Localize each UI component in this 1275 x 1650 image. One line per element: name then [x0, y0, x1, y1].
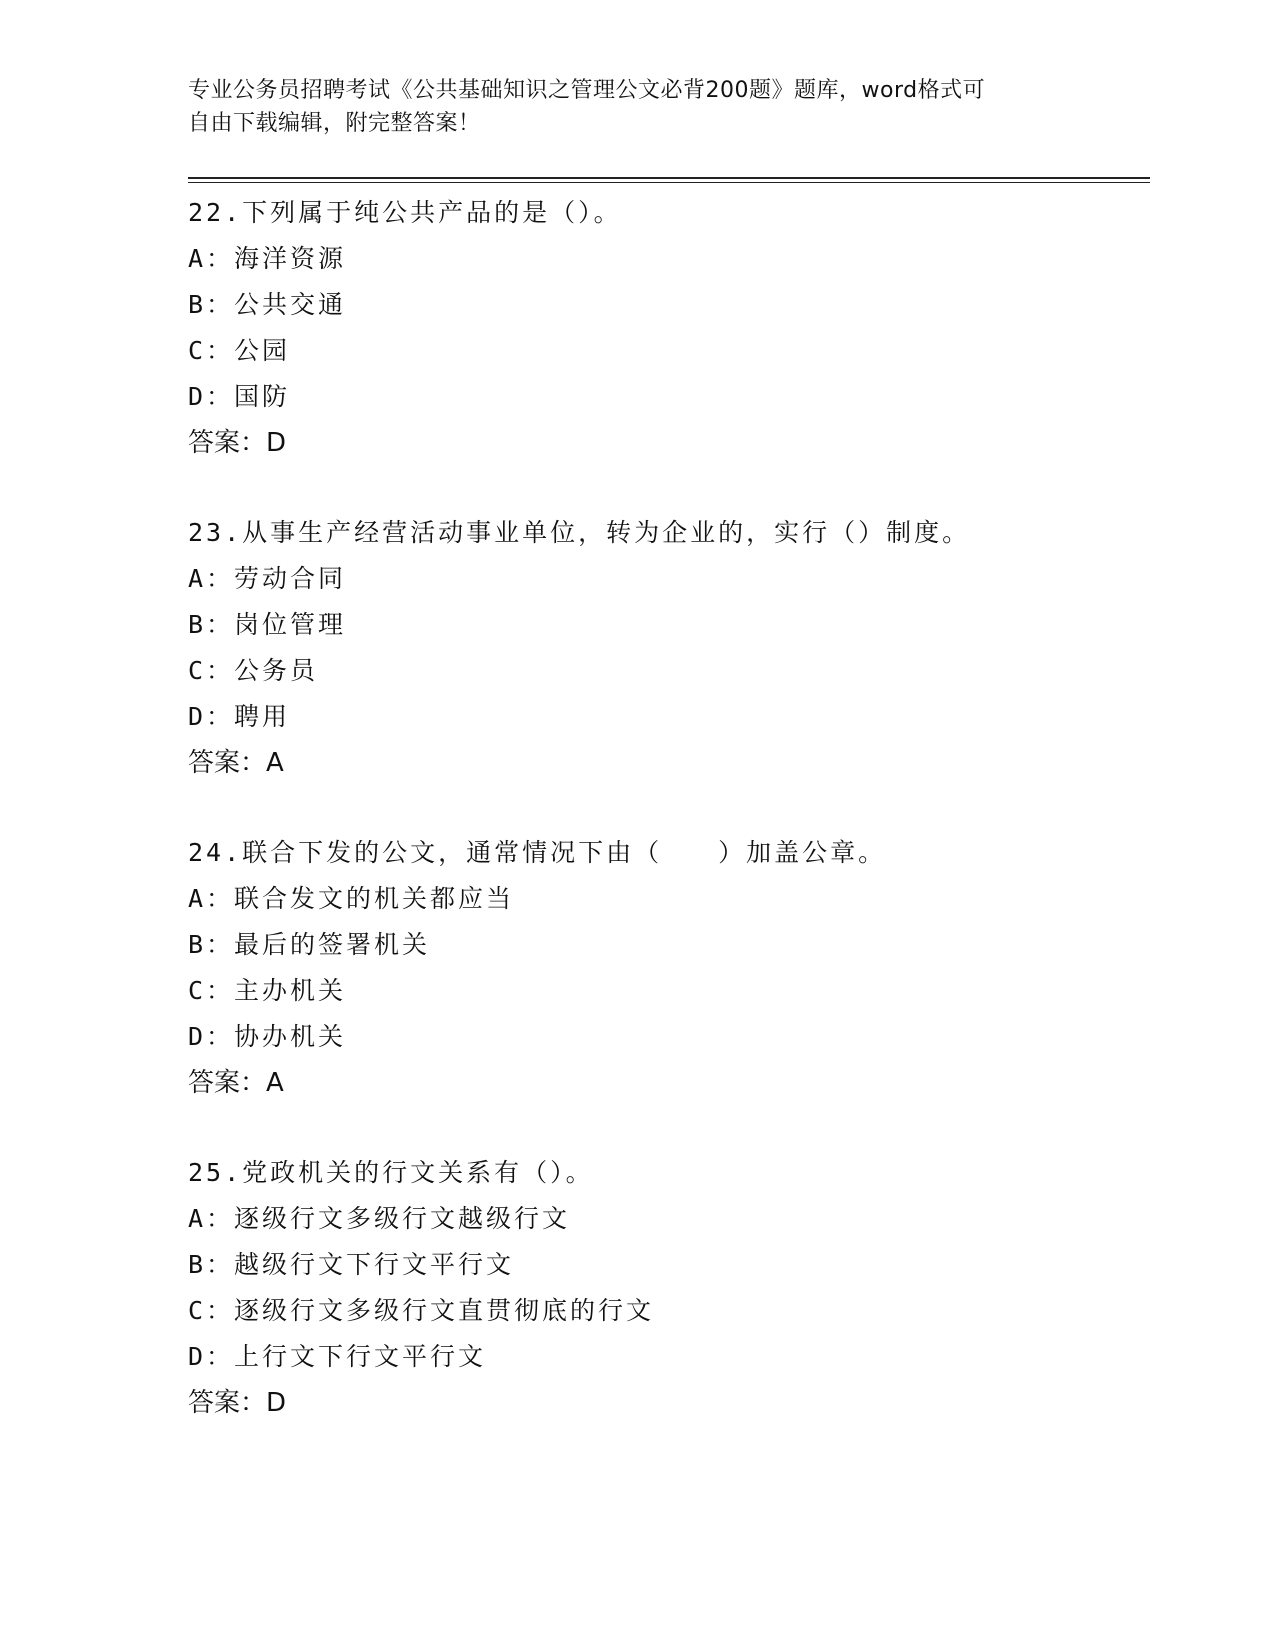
option-c	[188, 968, 1150, 1014]
option-letter: A：	[188, 244, 235, 273]
option-text: 协办机关	[234, 1022, 347, 1051]
option-text: 聘用	[234, 702, 291, 731]
option-a	[188, 236, 1150, 282]
option-letter: B：	[188, 1250, 235, 1279]
answer-line: 答案：A	[188, 748, 284, 778]
option-text: 海洋资源	[234, 244, 347, 273]
option-d	[188, 1014, 1150, 1060]
option-letter: C：	[188, 976, 235, 1005]
option-text: 公共交通	[234, 290, 347, 319]
option-c	[188, 648, 1150, 694]
option-b	[188, 282, 1150, 328]
option-letter: C：	[188, 656, 235, 685]
option-a	[188, 1196, 1150, 1242]
answer-line: 答案：A	[188, 1068, 284, 1098]
option-letter: A：	[188, 1204, 235, 1233]
option-b	[188, 602, 1150, 648]
option-text: 逐级行文多级行文直贯彻底的行文	[234, 1296, 655, 1325]
option-text: 联合发文的机关都应当	[234, 884, 515, 913]
question-list	[188, 190, 1150, 1470]
option-b	[188, 1242, 1150, 1288]
answer-line: 答案：D	[188, 1388, 287, 1418]
option-letter: C：	[188, 336, 235, 365]
option-c	[188, 1288, 1150, 1334]
option-text: 主办机关	[234, 976, 347, 1005]
question-23	[188, 510, 1150, 830]
option-text: 公园	[234, 336, 291, 365]
option-text: 逐级行文多级行文越级行文	[234, 1204, 571, 1233]
option-text: 最后的签署机关	[234, 930, 431, 959]
option-letter: D：	[188, 1342, 235, 1371]
option-letter: D：	[188, 1022, 235, 1051]
question-22	[188, 190, 1150, 510]
option-c	[188, 328, 1150, 374]
option-letter: C：	[188, 1296, 235, 1325]
question-stem: 24.联合下发的公文，通常情况下由（ ）加盖公章。	[188, 838, 887, 867]
question-25	[188, 1150, 1150, 1470]
option-d	[188, 1334, 1150, 1380]
option-text: 劳动合同	[234, 564, 347, 593]
option-d	[188, 694, 1150, 740]
option-a	[188, 556, 1150, 602]
header-divider-thin	[188, 182, 1150, 183]
header-line-2: 自由下载编辑，附完整答案！	[188, 111, 481, 136]
option-text: 越级行文下行文平行文	[234, 1250, 515, 1279]
option-letter: D：	[188, 382, 235, 411]
option-b	[188, 922, 1150, 968]
option-text: 上行文下行文平行文	[234, 1342, 487, 1371]
option-letter: A：	[188, 564, 235, 593]
option-text: 国防	[234, 382, 291, 411]
option-text: 公务员	[234, 656, 319, 685]
question-stem: 23.从事生产经营活动事业单位，转为企业的，实行（）制度。	[188, 518, 971, 547]
header-line-1: 专业公务员招聘考试《公共基础知识之管理公文必背200题》题库，word格式可	[188, 78, 986, 103]
option-a	[188, 876, 1150, 922]
question-24	[188, 830, 1150, 1150]
option-letter: B：	[188, 930, 235, 959]
document-header	[188, 74, 1068, 140]
option-letter: B：	[188, 290, 235, 319]
question-stem: 25.党政机关的行文关系有（）。	[188, 1158, 594, 1187]
option-letter: D：	[188, 702, 235, 731]
option-d	[188, 374, 1150, 420]
question-stem: 22.下列属于纯公共产品的是（）。	[188, 198, 622, 227]
answer-line: 答案：D	[188, 428, 287, 458]
option-text: 岗位管理	[234, 610, 347, 639]
header-divider-thick	[188, 177, 1150, 179]
option-letter: B：	[188, 610, 235, 639]
option-letter: A：	[188, 884, 235, 913]
